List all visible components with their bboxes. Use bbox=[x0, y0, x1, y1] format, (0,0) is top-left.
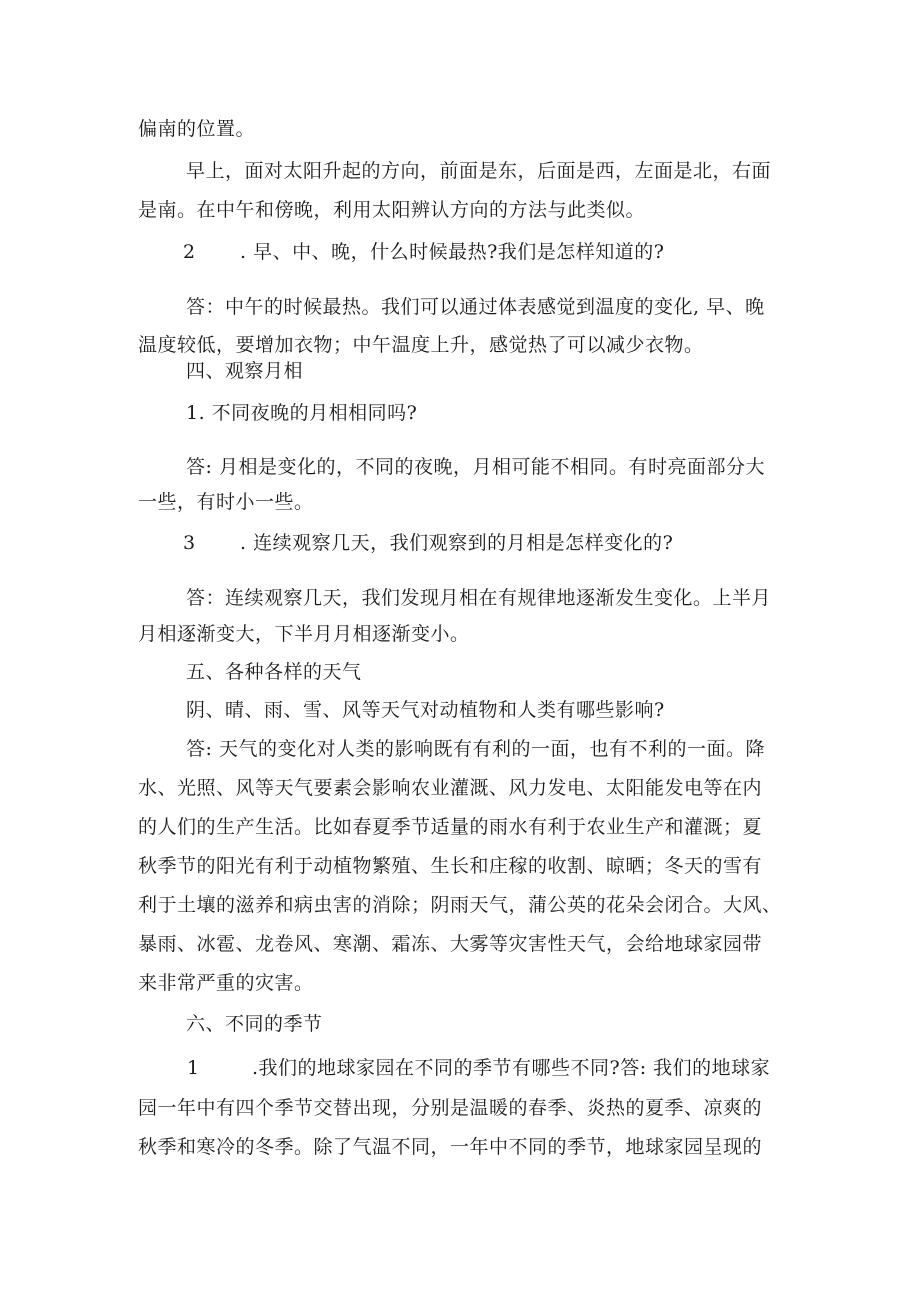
question-line: 阴、晴、雨、雪、风等天气对动植物和人类有哪些影响? bbox=[186, 699, 665, 721]
answer-line: 答: 天气的变化对人类的影响既有有利的一面，也有不利的一面。降 bbox=[186, 738, 765, 760]
text-line: 早上，面对太阳升起的方向，前面是东，后面是西，左面是北，右面 bbox=[186, 160, 772, 182]
text-line: 月相逐渐变大，下半月月相逐渐变小。 bbox=[138, 623, 470, 645]
text-line: 偏南的位置。 bbox=[138, 118, 256, 140]
text-line: 的人们的生产生活。比如春夏季节适量的雨水有利于农业生产和灌溉；夏 bbox=[138, 816, 763, 838]
text-line: 水、光照、风等天气要素会影响农业灌溉、风力发电、太阳能发电等在内 bbox=[138, 777, 763, 799]
text-line: 园一年中有四个季节交替出现，分别是温暖的春季、炎热的夏季、凉爽的 bbox=[138, 1097, 763, 1119]
section-heading: 六、不同的季节 bbox=[186, 1013, 323, 1035]
section-heading: 五、各种各样的天气 bbox=[186, 661, 362, 683]
question-line: 1. 不同夜晚的月相相同吗? bbox=[186, 402, 418, 424]
text-line: 暴雨、冰雹、龙卷风、寒潮、霜冻、大雾等灾害性天气，会给地球家园带 bbox=[138, 933, 763, 955]
answer-line: 答：连续观察几天，我们发现月相在有规律地逐渐发生变化。上半月 bbox=[186, 587, 772, 609]
question-line: . 连续观察几天，我们观察到的月相是怎样变化的? bbox=[240, 532, 674, 554]
item-number: 2 bbox=[183, 241, 196, 263]
question-line: . 早、中、晚，什么时候最热?我们是怎样知道的? bbox=[240, 241, 665, 263]
section-heading: 四、观察月相 bbox=[186, 360, 304, 382]
text-line: 利于土壤的滋养和病虫害的消除；阴雨天气，蒲公英的花朵会闭合。大风、 bbox=[138, 894, 782, 916]
question-line: .我们的地球家园在不同的季节有哪些不同?答: 我们的地球家 bbox=[252, 1057, 771, 1079]
item-number: 3 bbox=[183, 532, 196, 554]
text-line: 来非常严重的灾害。 bbox=[138, 972, 314, 994]
text-line: 一些，有时小一些。 bbox=[138, 491, 314, 513]
text-line: 温度较低，要增加衣物；中午温度上升，感觉热了可以减少衣物。 bbox=[138, 334, 704, 356]
text-line: 秋季节的阳光有利于动植物繁殖、生长和庄稼的收割、晾晒；冬天的雪有 bbox=[138, 855, 763, 877]
text-line: 秋季和寒冷的冬季。除了气温不同，一年中不同的季节，地球家园呈现的 bbox=[138, 1136, 763, 1158]
item-number: 1 bbox=[187, 1057, 200, 1079]
text-line: 是南。在中午和傍晚，利用太阳辨认方向的方法与此类似。 bbox=[138, 199, 646, 221]
answer-line: 答：中午的时候最热。我们可以通过体表感觉到温度的变化, 早、晚 bbox=[186, 296, 765, 318]
answer-line: 答: 月相是变化的，不同的夜晚，月相可能不相同。有时亮面部分大 bbox=[186, 456, 765, 478]
